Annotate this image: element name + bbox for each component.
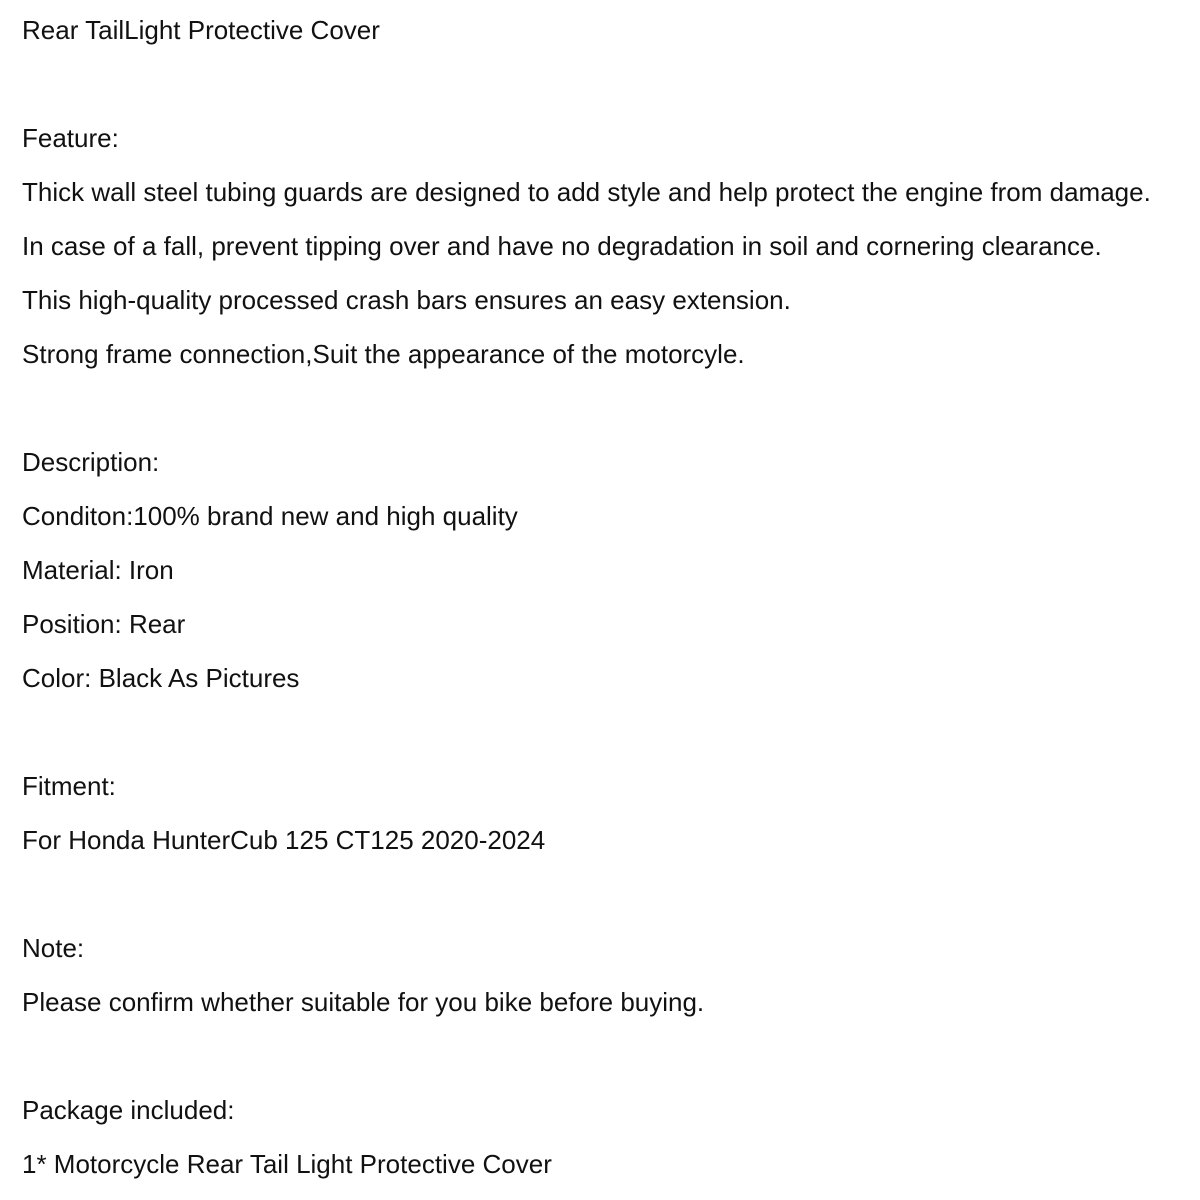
product-title: Rear TailLight Protective Cover <box>22 15 380 45</box>
feature-line: Strong frame connection,Suit the appearance of the motorcyle. <box>22 339 745 369</box>
description-line: Color: Black As Pictures <box>22 663 300 693</box>
description-line: Material: Iron <box>22 555 174 585</box>
note-heading: Note: <box>22 933 85 963</box>
feature-heading: Feature: <box>22 123 119 153</box>
feature-line: Thick wall steel tubing guards are designed to add style and help protect the engine from damage. <box>22 177 1151 207</box>
package-heading: Package included: <box>22 1095 235 1125</box>
description-heading: Description: <box>22 447 160 477</box>
description-line: Position: Rear <box>22 609 186 639</box>
feature-line: In case of a fall, prevent tipping over and have no degradation in soil and cornering clearance. <box>22 231 1102 261</box>
package-line: 1* Motorcycle Rear Tail Light Protective Cover <box>22 1149 552 1179</box>
fitment-heading: Fitment: <box>22 771 116 801</box>
note-line: Please confirm whether suitable for you bike before buying. <box>22 987 705 1017</box>
description-line: Conditon:100% brand new and high quality <box>22 501 518 531</box>
fitment-line: For Honda HunterCub 125 CT125 2020-2024 <box>22 825 546 855</box>
feature-line: This high-quality processed crash bars ensures an easy extension. <box>22 285 791 315</box>
